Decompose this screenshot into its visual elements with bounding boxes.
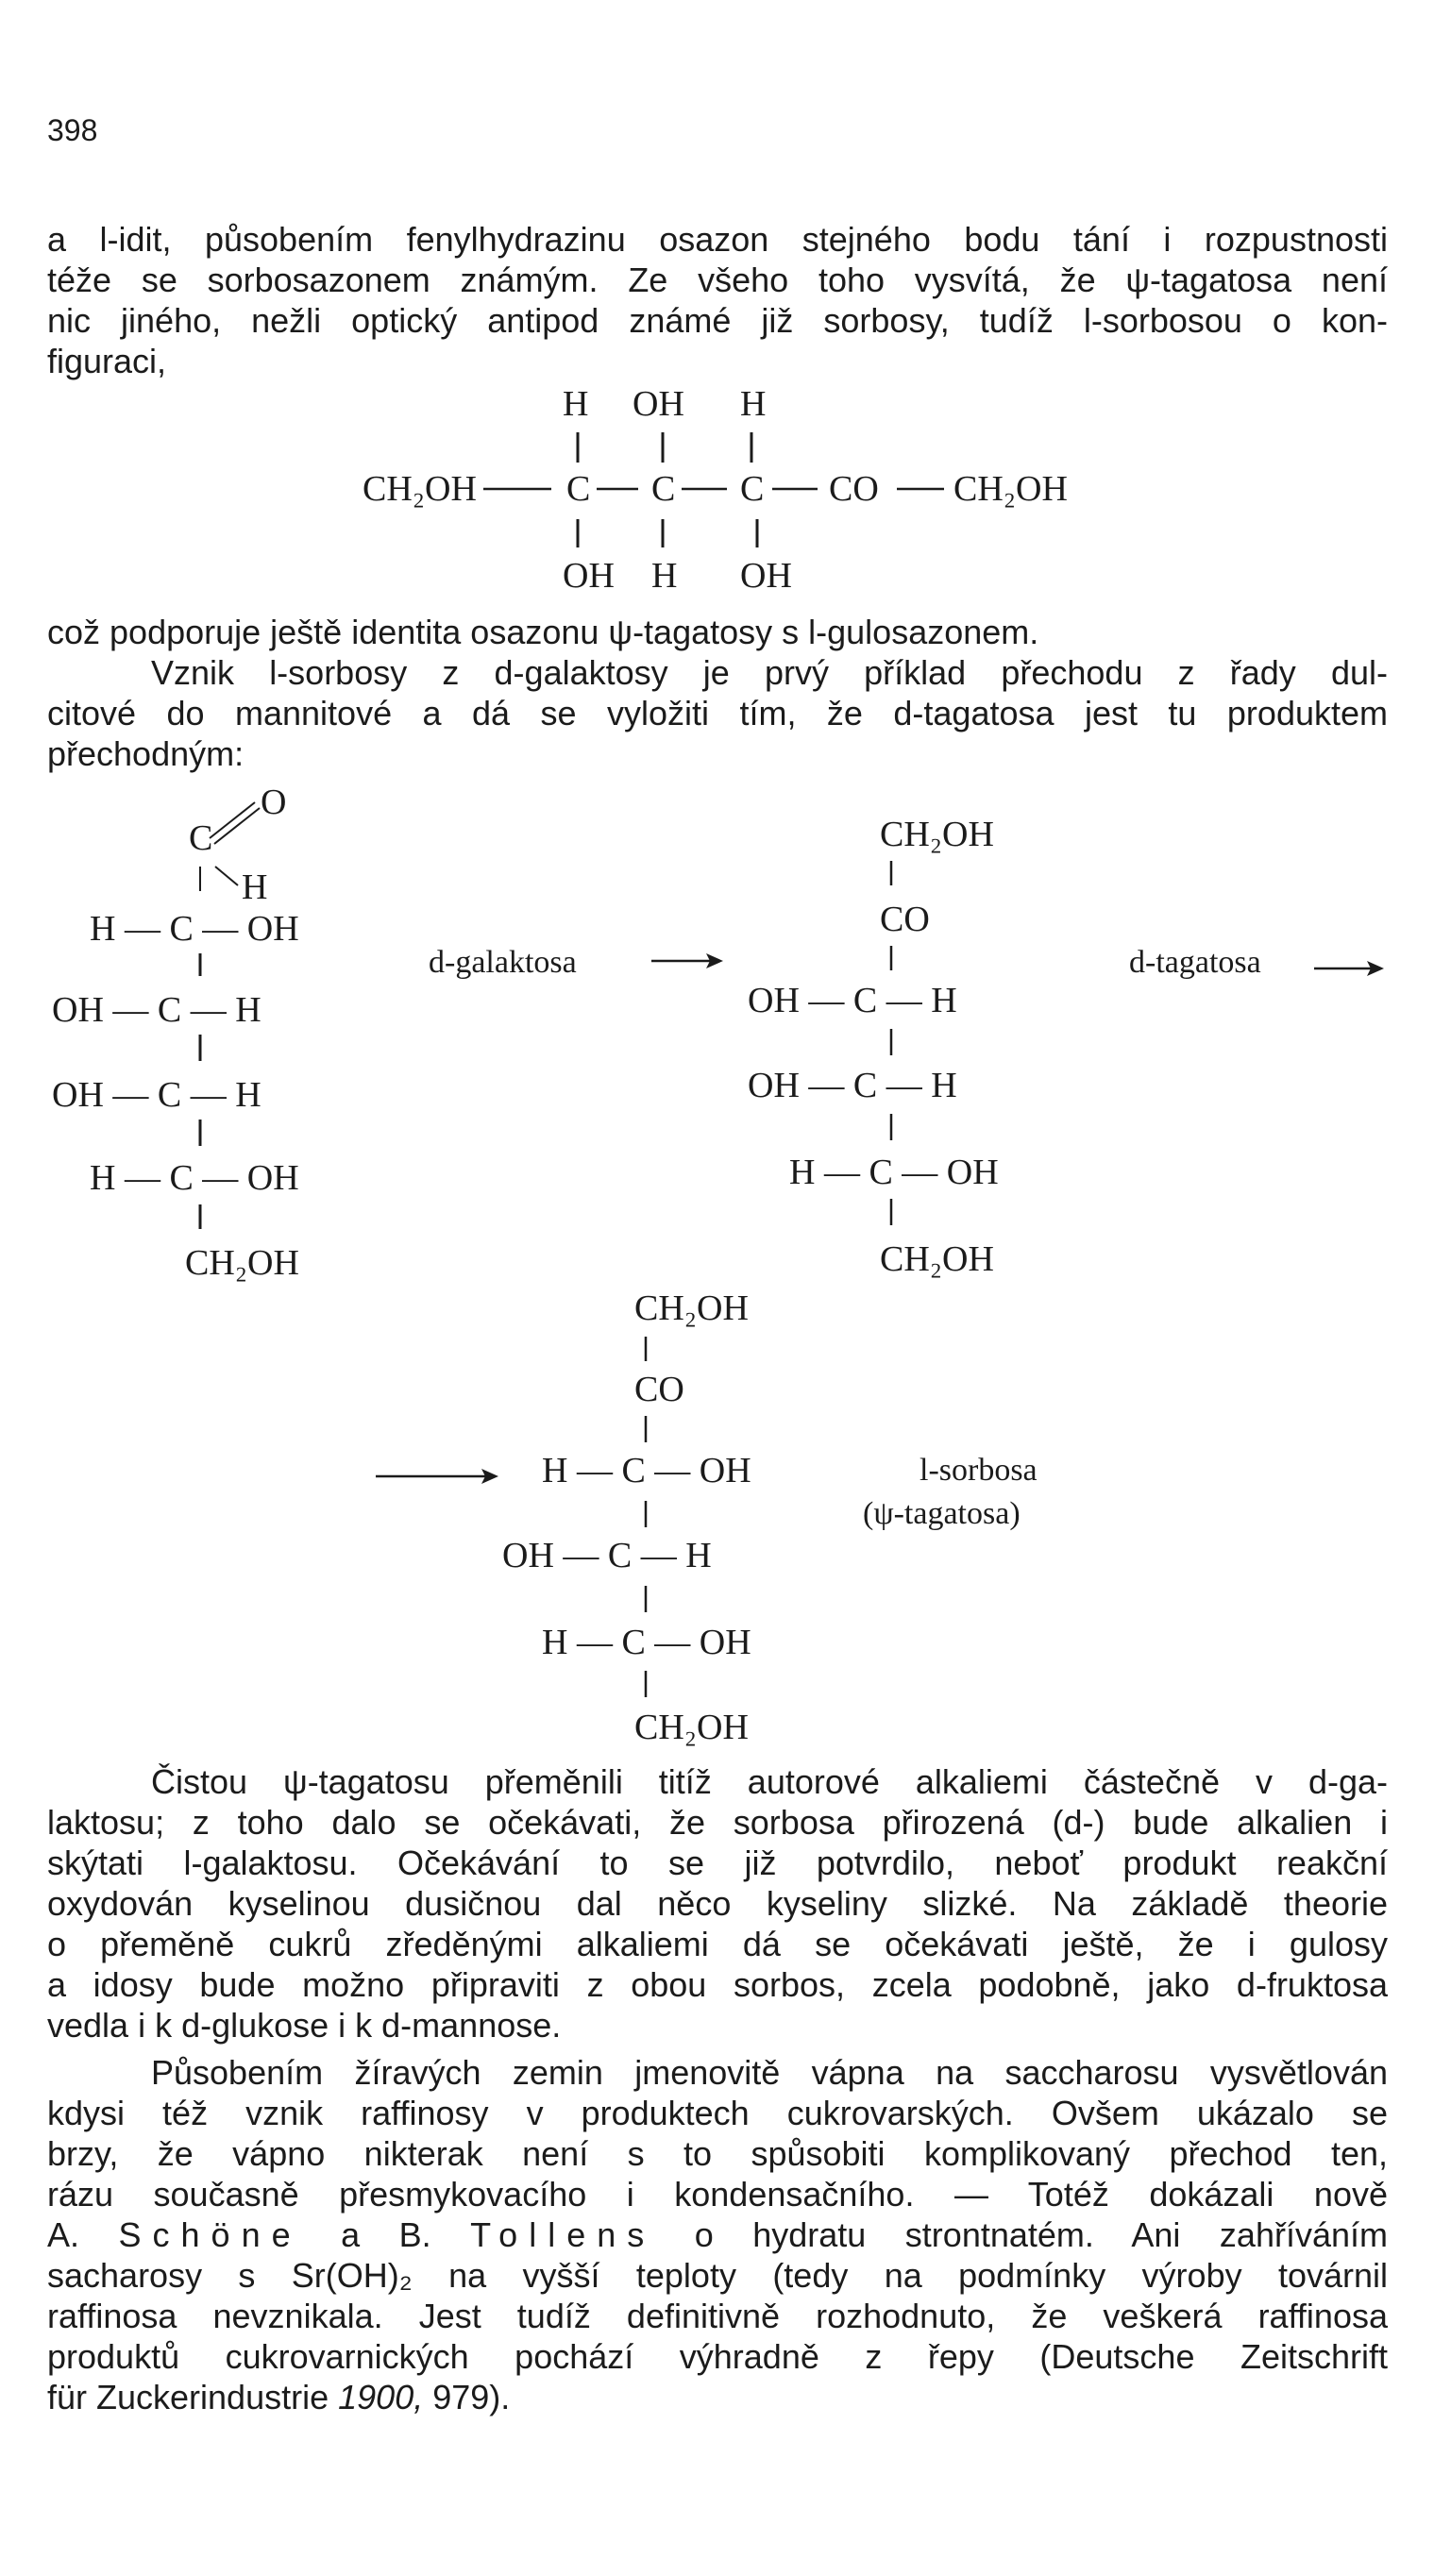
chiral-center-row: OH — C — H: [502, 1536, 712, 1575]
author-name: Schöne: [118, 2215, 302, 2254]
text-line: a idosy bude možno připraviti z obou sorbos, zcela podobně, jako d-fruktosa: [47, 1965, 1388, 2004]
citation-year: 1900,: [338, 2378, 424, 2416]
double-bond: [210, 802, 255, 838]
text-fragment: o hydratu strontnatém. Ani zahříváním: [694, 2215, 1388, 2254]
double-bond: [214, 808, 260, 844]
formula-ch2oh-right: CH₂OH: [953, 469, 1068, 509]
text-line: brzy, že vápno nikterak není s to spůsobiti komplikovaný přechod ten,: [47, 2134, 1388, 2173]
text-fragment: für Zuckerindustrie: [47, 2378, 329, 2416]
text-fragment: a: [341, 2215, 361, 2254]
formula-bottom-h: H: [651, 556, 678, 596]
chiral-center-row: H — C — OH: [542, 1451, 751, 1490]
terminal-ch2oh: CH₂OH: [880, 815, 994, 854]
text-line: Působením žíravých zemin jmenovitě vápna na saccharosu vysvětlován: [151, 2053, 1388, 2092]
page-number: 398: [47, 113, 98, 147]
text-line: rázu současně přesmykovacího i kondensačního. — Totéž dokázali nově: [47, 2175, 1388, 2214]
text-line: skýtati l-galaktosu. Očekávání to se již potvrdilo, neboť produkt reakční: [47, 1844, 1388, 1882]
formula-bottom-oh: OH: [740, 556, 792, 596]
chiral-center-row: OH — C — H: [52, 990, 261, 1030]
paragraph-4: [47, 2052, 1388, 2417]
sorbose-linear-formula: [0, 378, 1434, 604]
chiral-center-row: H — C — OH: [789, 1153, 999, 1192]
formula-carbon: C: [566, 469, 591, 509]
paragraph-3: [47, 1761, 1388, 2046]
text-line: což podporuje ještě identita osazonu ψ-tagatosy s l-gulosazonem.: [47, 613, 1039, 651]
formula-carbon: C: [651, 469, 676, 509]
chiral-center-row: H — C — OH: [90, 909, 299, 949]
formula-carbon: C: [740, 469, 765, 509]
aldehyde-carbon: C: [189, 818, 213, 858]
aldehyde-oxygen: O: [261, 783, 287, 822]
paragraph-2: [47, 612, 1388, 774]
citation-page: 979).: [432, 2378, 511, 2416]
chiral-center-row: OH — C — H: [748, 981, 957, 1020]
arrow-label-d-tagatosa: d-tagatosa: [1129, 945, 1261, 980]
text-fragment: A.: [47, 2215, 80, 2254]
text-line: sacharosy s Sr(OH)₂ na vyšší teploty (tedy na podmínky výroby továrnil: [47, 2256, 1388, 2295]
terminal-ch2oh: CH₂OH: [185, 1243, 299, 1283]
author-name: Tollens: [470, 2215, 656, 2254]
product-label-l-sorbosa: l-sorbosa: [919, 1453, 1038, 1488]
text-line: vedla i k d-glukose i k d-mannose.: [47, 2006, 562, 2045]
text-fragment: B.: [398, 2215, 431, 2254]
text-line: laktosu; z toho dalo se očekávati, že sorbosa přirozená (d-) bude alkalien i: [47, 1803, 1388, 1842]
formula-top-h: H: [563, 384, 589, 424]
aldehyde-hydrogen: H: [242, 867, 268, 907]
carbonyl: CO: [880, 900, 930, 939]
terminal-ch2oh: CH₂OH: [634, 1288, 749, 1328]
formula-ch2oh-left: CH₂OH: [363, 469, 477, 509]
chiral-center-row: H — C — OH: [542, 1623, 751, 1662]
text-line: nic jiného, nežli optický antipod známé již sorbosy, tudíž l-sorbosou o kon-: [47, 301, 1388, 340]
text-line: citové do mannitové a dá se vyložiti tím, že d-tagatosa jest tu produktem: [47, 694, 1388, 732]
text-line-citation: [47, 2377, 1388, 2417]
sorbose-formula: [634, 1288, 749, 1328]
carbonyl: CO: [634, 1370, 684, 1409]
text-line: figuraci,: [47, 342, 167, 380]
text-line: přechodným:: [47, 734, 245, 773]
chiral-center-row: OH — C — H: [748, 1066, 957, 1105]
text-line: téže se sorbosazonem známým. Ze všeho toho vysvítá, že ψ-tagatosa není: [47, 261, 1388, 299]
formula-top-h: H: [740, 384, 767, 424]
formula-top-oh: OH: [633, 384, 684, 424]
text-line: oxydován kyselinou dusičnou dal něco kyseliny slizké. Na základě theorie: [47, 1884, 1388, 1923]
chiral-center-row: H — C — OH: [90, 1158, 299, 1198]
text-line: raffinosa nevznikala. Jest tudíž definitivně rozhodnuto, že veškerá raffinosa: [47, 2297, 1388, 2335]
text-line: produktů cukrovarnických pochází výhradně z řepy (Deutsche Zeitschrift: [47, 2337, 1388, 2376]
text-line: Čistou ψ-tagatosu přeměnili titíž autorové alkaliemi částečně v d-ga-: [151, 1762, 1388, 1801]
formula-bottom-oh: OH: [563, 556, 615, 596]
text-line-authors: [47, 2214, 1388, 2255]
bond-line: [215, 867, 238, 885]
text-line: a l-idit, působením fenylhydrazinu osazon stejného bodu tání i rozpustnosti: [47, 220, 1388, 259]
text-line: o přeměně cukrů zředěnými alkaliemi dá se očekávati ještě, že i gulosy: [47, 1925, 1388, 1963]
text-line: Vznik l-sorbosy z d-galaktosy je prvý příklad přechodu z řady dul-: [151, 653, 1388, 692]
terminal-ch2oh: CH₂OH: [880, 1239, 994, 1279]
arrow-label-d-galaktosa: d-galaktosa: [429, 945, 577, 980]
formula-carbonyl: CO: [829, 469, 879, 509]
tagatose-formula: [880, 815, 994, 854]
text-line: kdysi též vznik raffinosy v produktech cukrovarských. Ovšem ukázalo se: [47, 2094, 1388, 2132]
chiral-center-row: OH — C — H: [52, 1075, 261, 1115]
product-label-psi-tagatosa: (ψ-tagatosa): [863, 1496, 1021, 1531]
reaction-scheme: [0, 774, 1434, 1756]
terminal-ch2oh: CH₂OH: [634, 1708, 749, 1747]
galactose-formula: [52, 783, 299, 1283]
paragraph-1: [47, 219, 1388, 381]
